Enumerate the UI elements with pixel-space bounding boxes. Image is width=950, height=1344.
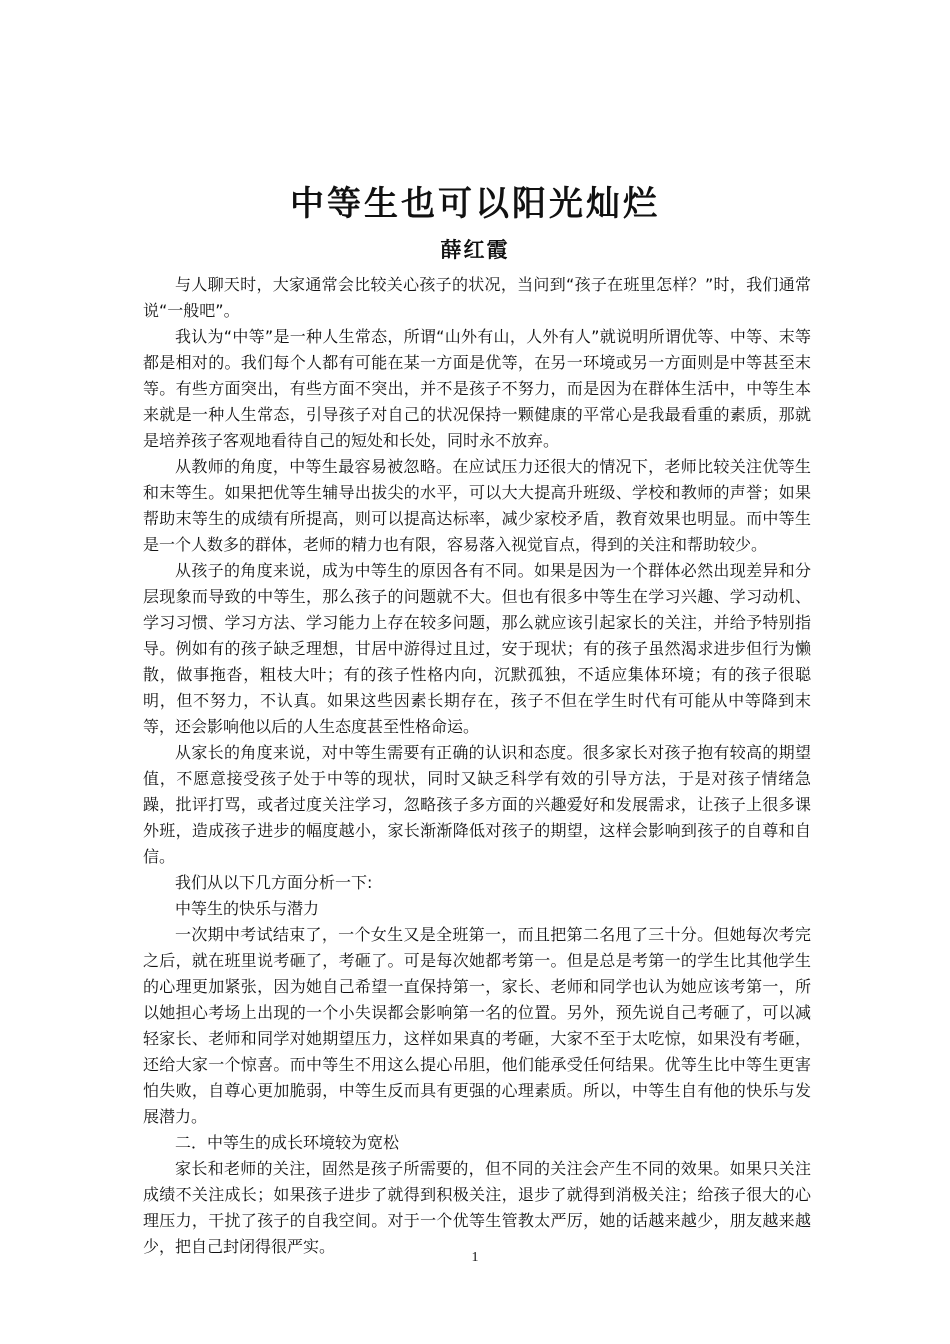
section-heading: 二．中等生的成长环境较为宽松: [175, 1133, 400, 1152]
author-name: 薛红霞: [440, 237, 510, 262]
paragraph: 家长和老师的关注，固然是孩子所需要的，但不同的关注会产生不同的效果。如果只关注成绩不关注成长；如果孩子进步了就得到积极关注，退步了就得到消极关注；给孩子很大的心理压力，干扰了孩子的自我空间。对于一个优等生管教太严厉，她的话越来越少，朋友越来越少，把自己封闭得很严实。: [143, 1159, 811, 1256]
paragraph: 从教师的角度，中等生最容易被忽略。在应试压力还很大的情况下，老师比较关注优等生和末等生。如果把优等生辅导出拔尖的水平，可以大大提高升班级、学校和教师的声誉；如果帮助末等生的成绩有所提高，则可以提高达标率，减少家校矛盾，教育效果也明显。而中等生是一个人数多的群体，老师的精力也有限，容易落入视觉盲点，得到的关注和帮助较少。: [143, 457, 811, 554]
document-body: [143, 272, 811, 1260]
document-title: 中等生也可以阳光灿烂: [290, 184, 660, 224]
page-number: 1: [471, 1250, 479, 1265]
paragraph: 与人聊天时，大家通常会比较关心孩子的状况，当问到“孩子在班里怎样？”时，我们通常说“一般吧”。: [143, 275, 811, 320]
paragraph: 我认为“中等”是一种人生常态，所谓“山外有山，人外有人”就说明所谓优等、中等、末等都是相对的。我们每个人都有可能在某一方面是优等，在另一环境或另一方面则是中等甚至末等。有些方面突出，有些方面不突出，并不是孩子不努力，而是因为在群体生活中，中等生本来就是一种人生常态，引导孩子对自己的状况保持一颗健康的平常心是我最看重的素质，那就是培养孩子客观地看待自己的短处和长处，同时永不放弃。: [143, 327, 811, 450]
paragraph: 从孩子的角度来说，成为中等生的原因各有不同。如果是因为一个群体必然出现差异和分层现象而导致的中等生，那么孩子的问题就不大。但也有很多中等生在学习兴趣、学习动机、学习习惯、学习方法、学习能力上存在较多问题，那么就应该引起家长的关注，并给予特别指导。例如有的孩子缺乏理想，甘居中游得过且过，安于现状；有的孩子虽然渴求进步但行为懒散，做事拖沓，粗枝大叶；有的孩子性格内向，沉默孤独，不适应集体环境；有的孩子很聪明，但不努力，不认真。如果这些因素长期存在，孩子不但在学生时代有可能从中等降到末等，还会影响他以后的人生态度甚至性格命运。: [143, 561, 811, 736]
paragraph: 我们从以下几方面分析一下:: [175, 873, 373, 892]
section-heading: 中等生的快乐与潜力: [175, 899, 320, 918]
paragraph: 一次期中考试结束了，一个女生又是全班第一，而且把第二名甩了三十分。但她每次考完之后，就在班里说考砸了，考砸了。可是每次她都考第一。但是总是考第一的学生比其他学生的心理更加紧张，因为她自己希望一直保持第一，家长、老师和同学也认为她应该考第一，所以她担心考场上出现的一个小失误都会影响第一名的位置。另外，预先说自己考砸了，可以减轻家长、老师和同学对她期望压力，这样如果真的考砸，大家不至于太吃惊，如果没有考砸，还给大家一个惊喜。而中等生不用这么提心吊胆，他们能承受任何结果。优等生比中等生更害怕失败，自尊心更加脆弱，中等生反而具有更强的心理素质。所以，中等生自有他的快乐与发展潜力。: [143, 925, 811, 1126]
paragraph: 从家长的角度来说，对中等生需要有正确的认识和态度。很多家长对孩子抱有较高的期望值，不愿意接受孩子处于中等的现状，同时又缺乏科学有效的引导方法，于是对孩子情绪急躁，批评打骂，或者过度关注学习，忽略孩子多方面的兴趣爱好和发展需求，让孩子上很多课外班，造成孩子进步的幅度越小，家长渐渐降低对孩子的期望，这样会影响到孩子的自尊和自信。: [143, 743, 811, 866]
